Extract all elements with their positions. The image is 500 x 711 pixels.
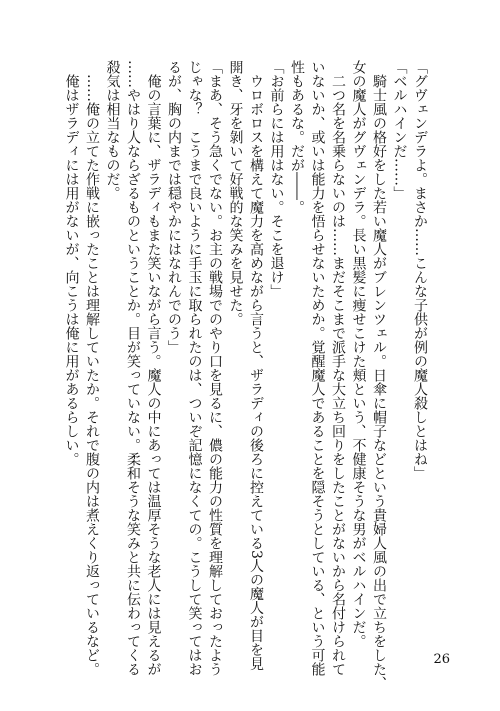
text-line: 女の魔人がグヴェンデラ。長い黒髪に痩せこけた頬という、不健康そうな男がベルハインだ。: [350, 60, 367, 648]
text-line: 二つ名を名乗らないのは……まだそこまで派手な大立ち回りをしたことがないから名付けられて: [330, 60, 346, 676]
text-line: ……やはり人ならざるものということか。目が笑っていない。柔和そうな笑みと共に伝わってくる: [125, 60, 141, 676]
text-line: 「お前らには用はない。そこを退け」: [268, 60, 285, 298]
text-line: 俺はザラディには用がないが、向こうは俺に用があるらしい。: [63, 60, 80, 466]
text-line: ……俺の立てた作戦に嵌ったことは理解していたか。それで腹の内は煮えくり返っているなど。: [84, 60, 100, 676]
text-line: 「まあ、そう急くでない。お主の戦場でのやり口を見るに、儂の能力の性質を理解しておったよう: [207, 60, 223, 676]
text-line: 俺の言葉に、ザラディもまた笑いながら言う。魔人の中にあっては温厚そうな老人には見えるが: [145, 60, 162, 676]
text-line: 「グヴェンデラよ。まさか……こんな子供が例の魔人殺しとはね」: [412, 60, 428, 480]
text-line: じゃな？ こうまで良いように手玉に取られたのは、ついぞ記憶になくての。こうして笑ってはお: [186, 60, 203, 676]
text-line: 性もあるな。だが――。: [289, 60, 305, 214]
novel-text-block: [63, 60, 430, 690]
text-line: るが、胸の内までは穏やかにはなれんでのう」: [166, 60, 182, 354]
text-line: 開き、牙を剝いて好戦的な笑みを見せた。: [227, 60, 244, 326]
text-line: 騎士風の格好をした若い魔人がブレンツェル。日傘に帽子などという貴婦人風の出で立ちをした、: [371, 60, 387, 690]
text-line: 殺気は相当なものだ。: [104, 60, 121, 200]
text-line: 「ベルハインだ……」: [391, 60, 408, 200]
page-number: 26: [433, 652, 450, 667]
text-line: ウロボロスを構えて魔力を高めながら言うと、ザラディの後ろに控えている3人の魔人が目を見: [248, 60, 264, 671]
text-line: いないか、或いは能力を悟らせないためか。覚醒魔人であることを隠そうとしている、という可能: [309, 60, 326, 676]
